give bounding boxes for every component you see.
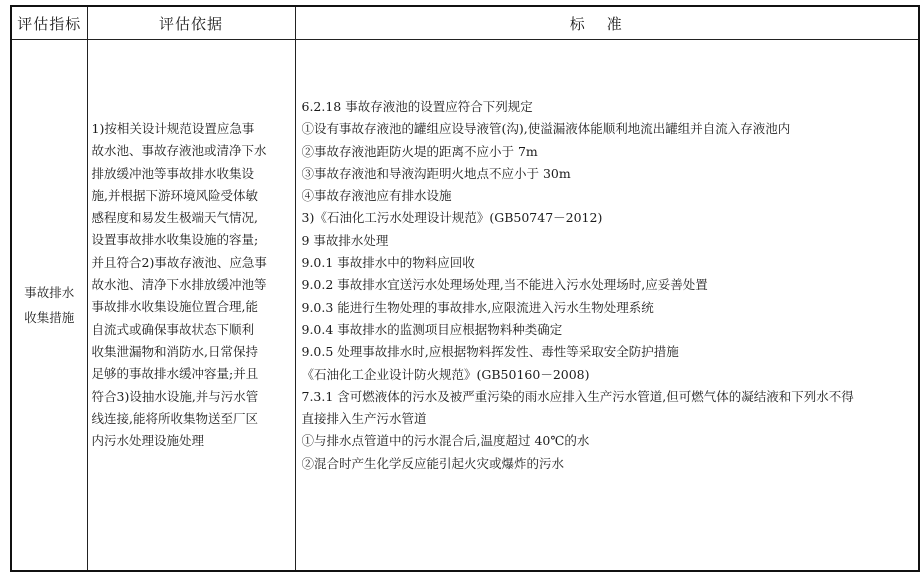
basis-line: 自流式或确保事故状态下顺利 bbox=[91, 321, 255, 337]
basis-line: 事故排水收集设施位置合理,能 bbox=[91, 299, 258, 315]
standard-line: 9.0.2 事故排水宜送污水处理场处理,当不能进入污水处理场时,应妥善处置 bbox=[301, 277, 708, 293]
basis-line: 设置事故排水收集设施的容量; bbox=[91, 232, 259, 248]
standard-cell bbox=[295, 40, 919, 572]
standard-line: 9 事故排水处理 bbox=[301, 232, 389, 248]
basis-line: 符合3)设抽水设施,并与污水管 bbox=[91, 388, 259, 404]
standard-line: ①与排水点管道中的污水混合后,温度超过 40℃的水 bbox=[301, 433, 590, 449]
standard-line: 9.0.5 处理事故排水时,应根据物料挥发性、毒性等采取安全防护措施 bbox=[301, 344, 679, 360]
basis-line: 收集泄漏物和消防水,日常保持 bbox=[91, 343, 258, 359]
basis-line: 感程度和易发生极端天气情况, bbox=[91, 210, 258, 226]
standard-line: 3)《石油化工污水处理设计规范》(GB50747－2012) bbox=[301, 210, 603, 226]
indicator-cell bbox=[11, 40, 87, 572]
standard-line: ②混合时产生化学反应能引起火灾或爆炸的污水 bbox=[301, 455, 565, 471]
standard-line: 6.2.18 事故存液池的设置应符合下列规定 bbox=[301, 99, 533, 114]
basis-line: 故水池、清净下水排放缓冲池等 bbox=[91, 277, 267, 293]
basis-line: 故水池、事故存液池或清净下水 bbox=[91, 143, 267, 159]
assessment-table bbox=[10, 5, 920, 572]
basis-line: 内污水处理设施处理 bbox=[91, 433, 205, 449]
header-indicator: 评估指标 bbox=[11, 6, 87, 40]
basis-line: 施,并根据下游环境风险受体敏 bbox=[91, 187, 258, 203]
standard-line: ②事故存液池距防火堤的距离不应小于 7m bbox=[301, 143, 538, 159]
basis-line: 线连接,能将所收集物送至厂区 bbox=[91, 410, 258, 426]
standard-line: ①设有事故存液池的罐组应设导液管(沟),使溢漏液体能顺利地流出罐组并自流入存液池内 bbox=[301, 121, 791, 137]
basis-line: 并且符合2)事故存液池、应急事 bbox=[91, 254, 267, 270]
standard-line: 9.0.1 事故排水中的物料应回收 bbox=[301, 255, 475, 271]
header-basis: 评估依据 bbox=[87, 6, 295, 40]
indicator-line: 事故排水 bbox=[24, 285, 75, 300]
standard-line: ③事故存液池和导液沟距明火地点不应小于 30m bbox=[301, 165, 571, 181]
header-row bbox=[11, 6, 919, 40]
basis-line: 排放缓冲池等事故排水收集设 bbox=[91, 165, 255, 181]
basis-line: 足够的事故排水缓冲容量;并且 bbox=[91, 366, 259, 382]
standard-line: 《石油化工企业设计防火规范》(GB50160－2008) bbox=[301, 366, 590, 382]
basis-line: 1)按相关设计规范设置应急事 bbox=[91, 121, 255, 136]
basis-text bbox=[92, 118, 291, 452]
standard-line: ④事故存液池应有排水设施 bbox=[301, 188, 452, 204]
basis-cell bbox=[87, 40, 295, 572]
indicator-line: 收集措施 bbox=[24, 310, 75, 325]
standard-line: 9.0.3 能进行生物处理的事故排水,应限流进入污水生物处理系统 bbox=[301, 299, 654, 315]
standard-line: 7.3.1 含可燃液体的污水及被严重污染的雨水应排入生产污水管道,但可燃气体的凝结液和下列水不得 bbox=[301, 388, 854, 404]
standard-line: 9.0.4 事故排水的监测项目应根据物料种类确定 bbox=[301, 321, 563, 337]
standard-text bbox=[302, 96, 915, 475]
header-standard: 标准 bbox=[295, 6, 919, 40]
table-row bbox=[11, 40, 919, 572]
standard-line: 直接排入生产污水管道 bbox=[301, 411, 427, 427]
